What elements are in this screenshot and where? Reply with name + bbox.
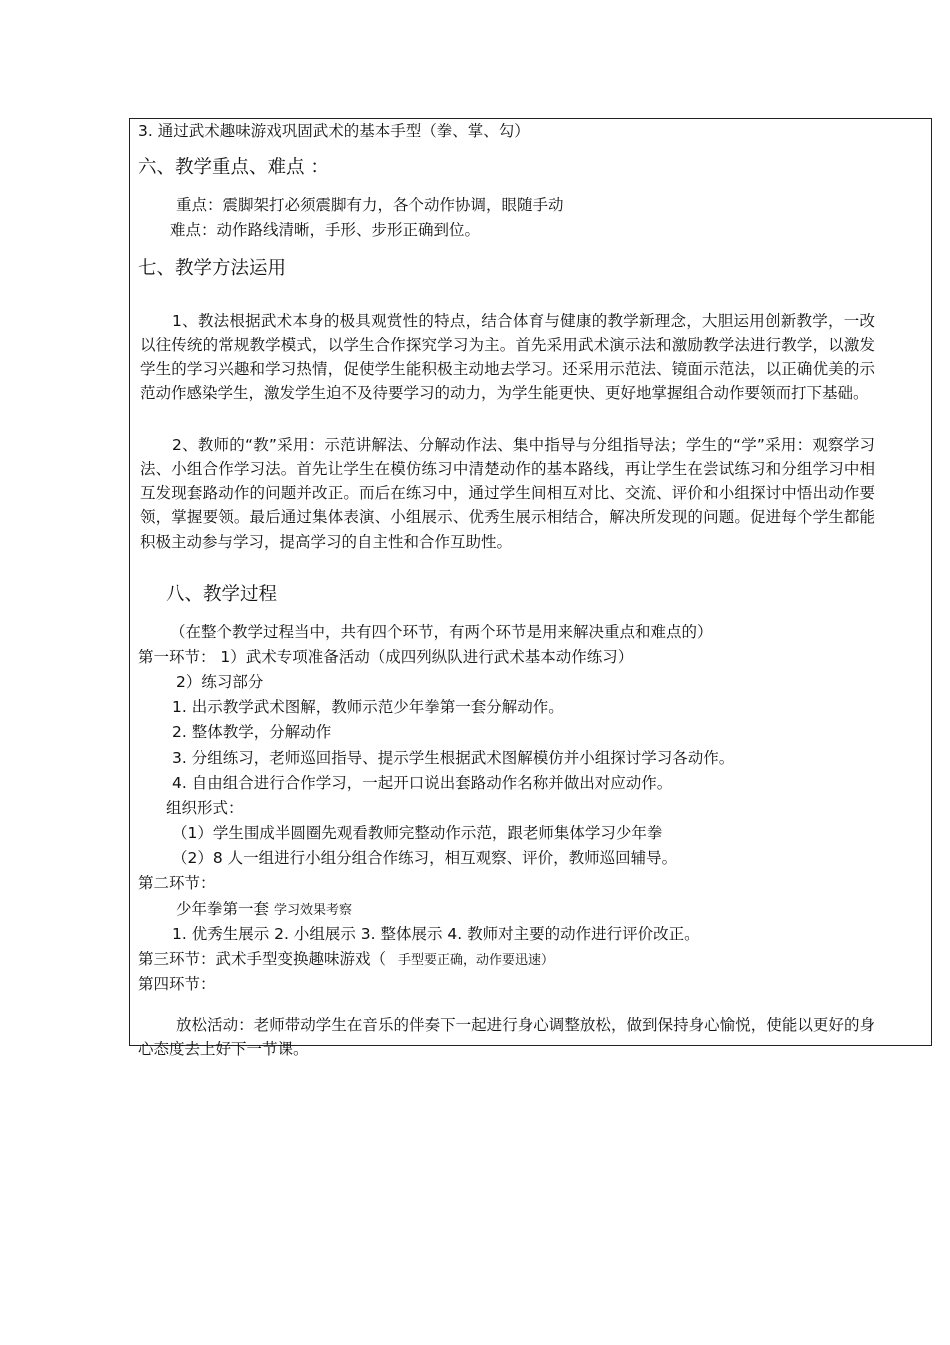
stage-2-title: 第二环节： <box>138 874 216 892</box>
stage-1-step: 1. 出示教学武术图解，教师示范少年拳第一套分解动作。 <box>172 698 564 716</box>
objective-3-text: 3. 通过武术趣味游戏巩固武术的基本手型（拳、掌、勾） <box>138 122 530 140</box>
stage-4-text: 放松活动：老师带动学生在音乐的伴奏下一起进行身心调整放松，做到保持身心愉悦，使能以更好的身心态度去上好下一节课。 <box>138 1015 875 1058</box>
organization-item: （1）学生围成半圆圈先观看教师完整动作示范，跟老师集体学习少年拳 <box>172 824 663 842</box>
stage-1-step: 4. 自由组合进行合作学习，一起开口说出套路动作名称并做出对应动作。 <box>172 774 673 792</box>
stage-2-items: 1. 优秀生展示 2. 小组展示 3. 整体展示 4. 教师对主要的动作进行评价改正。 <box>172 925 700 943</box>
stage-1-sub-2: 2）练习部分 <box>176 673 264 691</box>
stage-1-step: 3. 分组练习，老师巡回指导、提示学生根据武术图解模仿并小组探讨学习各动作。 <box>172 749 735 767</box>
section-6-heading: 六、教学重点、难点 ： <box>138 157 329 178</box>
stage-2-topic-note: 学习效果考察 <box>273 903 352 918</box>
difficulty-text: 难点：动作路线清晰，手形、步形正确到位。 <box>170 221 481 239</box>
stage-3-note: 手型要正确，动作要迅速） <box>398 953 555 968</box>
teaching-method-paragraph-2: 2、教师的“教”采用：示范讲解法、分解动作法、集中指导与分组指导法；学生的“学”采用：观察学习法、小组合作学习法。首先让学生在模仿练习中清楚动作的基本路线，再让学生在尝试练习和分组学习中相互发现套路动作的问题并改正。而后在练习中，通过学生间相互对比、交流、评价和小组探讨中悟出动作要领，掌握要领。最后通过集体表演、小组展示、优秀生展示相结合，解决所发现的问题。促进每个学生都能积极主动参与学习，提高学习的自主性和合作互助性。 <box>140 435 875 551</box>
lesson-plan-table-cell <box>129 118 932 1058</box>
stage-3-title: 第三环节：武术手型变换趣味游戏（ <box>138 950 387 968</box>
stage-4-title: 第四环节： <box>138 975 216 993</box>
key-point-text: 重点：震脚架打必须震脚有力，各个动作协调，眼随手动 <box>176 196 564 214</box>
stage-1-step: 2. 整体教学，分解动作 <box>172 723 332 741</box>
stage-2-topic <box>176 897 931 923</box>
stage-1-title: 第一环节： 1）武术专项准备活动（成四列纵队进行武术基本动作练习） <box>138 648 634 666</box>
organization-label: 组织形式： <box>166 799 244 817</box>
stage-2-topic-main: 少年拳第一套 <box>176 900 270 918</box>
section-8-heading: 八、教学过程 <box>166 584 278 605</box>
section-7-heading: 七、教学方法运用 <box>138 258 287 279</box>
teaching-method-paragraph-1: 1、教法根据武术本身的极具观赏性的特点，结合体育与健康的教学新理念，大胆运用创新教学，一改以往传统的常规教学模式，以学生合作探究学习为主。首先采用武术演示法和激励教学法进行教学，以激发学生的学习兴趣和学习热情，促使学生能积极主动地去学习。还采用示范法、镜面示范法，以正确优美的示范动作感染学生，激发学生迫不及待要学习的动力，为学生能更快、更好地掌握组合动作要领而打下基础。 <box>140 311 875 403</box>
organization-item: （2）8 人一组进行小组分组合作练习，相互观察、评价，教师巡回辅导。 <box>172 849 678 867</box>
stage-3-line <box>138 947 931 973</box>
process-intro: （在整个教学过程当中，共有四个环节，有两个环节是用来解决重点和难点的） <box>170 623 713 641</box>
